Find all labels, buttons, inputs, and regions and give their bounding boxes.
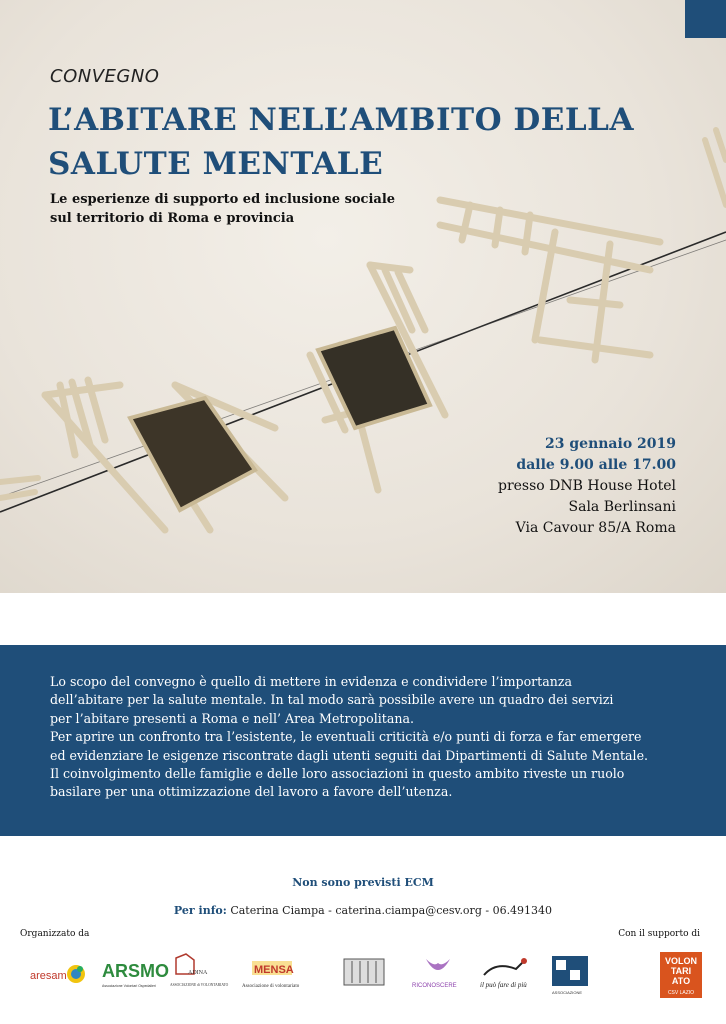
contact-details[interactable]: Caterina Ciampa - caterina.ciampa@cesv.org - 06.491340	[230, 904, 553, 917]
event-time: dalle 9.00 alle 17.00	[516, 457, 676, 473]
description-text	[50, 673, 680, 802]
logo-riconoscere-text: RICONOSCERE	[412, 983, 457, 989]
ecm-note: Non sono previsti ECM	[292, 876, 434, 889]
logo-il-puo	[476, 955, 542, 995]
description-band	[0, 645, 726, 836]
organized-by-label: Organizzato da	[20, 929, 90, 939]
description-line: Lo scopo del convegno è quello di mettere in evidenza e condividere l’importanza	[50, 674, 572, 689]
event-date: 23 gennaio 2019	[545, 436, 676, 452]
logo-aresam-text: aresam	[30, 970, 67, 982]
title-line-1: L’ABITARE NELL’AMBITO DELLA	[48, 102, 635, 138]
event-room: Sala Berlinsani	[568, 499, 676, 515]
description-line: Il coinvolgimento delle famiglie e delle loro associazioni in questo ambito riveste un ruolo	[50, 766, 625, 782]
logo-csv-line2: TARI	[670, 966, 692, 976]
logo-adina	[168, 952, 230, 996]
logo-adina-sub: ASSOCIAZIONE di VOLONTARIATO	[170, 983, 229, 987]
subtitle	[50, 190, 430, 228]
logo-aresam	[28, 957, 88, 993]
logo-arsmo-sub: Associazione Volontari Ospedalieri	[102, 984, 156, 988]
logo-arsmo	[98, 955, 169, 995]
title-line-2: SALUTE MENTALE	[48, 146, 384, 182]
logo-association-square	[548, 952, 598, 996]
event-details	[498, 434, 676, 539]
contact-info	[0, 904, 726, 917]
logo-csv-lazio	[660, 952, 702, 998]
description-line: basilare per una ottimizzazione del lavoro a favore dell’utenza.	[50, 784, 453, 800]
subtitle-line-2: sul territorio di Roma e provincia	[50, 211, 295, 226]
description-line: ed evidenziare le esigenze riscontrate dagli utenti seguiti dai Dipartimenti di Salute Mentale.	[50, 747, 649, 763]
event-venue: presso DNB House Hotel	[497, 478, 676, 494]
event-address: Via Cavour 85/A Roma	[515, 520, 676, 536]
logo-adina-text: ADINA	[188, 970, 208, 976]
description-line: per l’abitare presenti a Roma e nell’ Area Metropolitana.	[50, 710, 414, 726]
logo-mensa-sub: Associazione di volontariato	[242, 984, 300, 989]
logo-csv-line1: VOLON	[664, 956, 698, 966]
logo-mensa-text: MENSA	[254, 964, 294, 976]
corner-accent	[685, 0, 726, 38]
logo-building	[340, 953, 388, 995]
logo-riconoscere	[408, 953, 468, 995]
contact-label: Per info:	[173, 904, 227, 917]
logo-arsmo-text: ARSMO	[102, 961, 169, 981]
logo-il-puo-text: il può fare di più	[480, 981, 527, 989]
supported-by-label: Con il supporto di	[618, 929, 700, 939]
description-line: dell’abitare per la salute mentale. In tal modo sarà possibile avere un quadro dei servizi	[50, 692, 614, 708]
logo-csv-line3: ATO	[671, 976, 691, 986]
subtitle-line-1: Le esperienze di supporto ed inclusione sociale	[50, 192, 396, 207]
description-line: Per aprire un confronto tra l’esistente, le eventuali criticità e/o punti di forza e far emergere	[50, 729, 642, 745]
event-kicker: CONVEGNO	[50, 66, 160, 87]
logo-association-square-text: ASSOCIAZIONE	[552, 990, 583, 995]
logo-csv-sub: CSV LAZIO	[667, 990, 695, 996]
logo-mensa	[240, 955, 306, 995]
page-title	[48, 98, 634, 186]
chair-right	[440, 200, 660, 360]
